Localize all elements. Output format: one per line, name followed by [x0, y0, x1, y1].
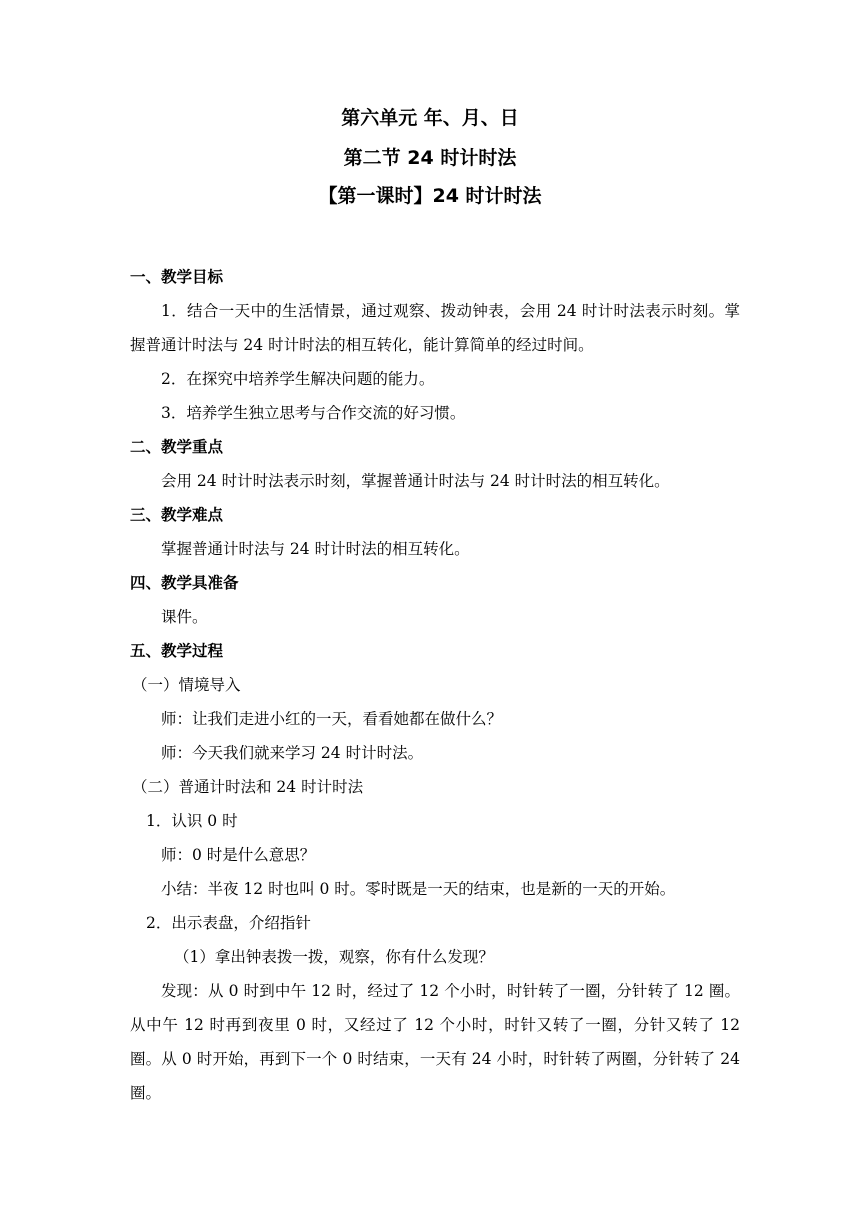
step1-line-1: 师：0 时是什么意思？	[161, 846, 316, 864]
step2-finding: 发现：从 0 时到中午 12 时，经过了 12 个小时，时针转了一圈，分针转了 12 圈。从中午 12 时再到夜里 0 时，又经过了 12 个小时，时针又转了一圈，分针又转了 12 圈。从 0 时开始，再到下一个 0 时结束，一天有 24 小时，时针转了两圈，分针转了 24 圈。	[130, 982, 740, 1102]
step2-title: 2．出示表盘，介绍指针	[146, 914, 311, 932]
step1-title: 1．认识 0 时	[146, 812, 238, 830]
step1-summary: 小结：半夜 12 时也叫 0 时。零时既是一天的结束，也是新的一天的开始。	[161, 880, 676, 898]
difficulties-heading: 三、教学难点	[130, 506, 224, 524]
part1-line-1: 师：让我们走进小红的一天，看看她都在做什么？	[161, 710, 503, 728]
difficulties-text: 掌握普通计时法与 24 时计时法的相互转化。	[161, 540, 470, 558]
materials-text: 课件。	[161, 608, 208, 626]
part2-title: （二）普通计时法和 24 时计时法	[132, 778, 364, 796]
key-points-heading: 二、教学重点	[130, 438, 224, 456]
step2-question-1: （1）拿出钟表拨一拨，观察，你有什么发现？	[174, 948, 494, 966]
goal-item-3: 3．培养学生独立思考与合作交流的好习惯。	[161, 404, 466, 422]
part1-line-2: 师：今天我们就来学习 24 时计时法。	[161, 744, 424, 762]
materials-heading: 四、教学具准备	[130, 574, 239, 592]
document-body	[130, 260, 740, 1110]
lesson-title: 【第一课时】24 时计时法	[318, 185, 542, 207]
goal-item-2: 2．在探究中培养学生解决问题的能力。	[161, 370, 435, 388]
section-title: 第二节 24 时计时法	[343, 147, 517, 169]
goal-item-1: 1．结合一天中的生活情景，通过观察、拨动钟表，会用 24 时计时法表示时刻。掌握普通计时法与 24 时计时法的相互转化，能计算简单的经过时间。	[130, 302, 740, 354]
process-heading: 五、教学过程	[130, 642, 224, 660]
unit-title: 第六单元 年、月、日	[341, 107, 519, 129]
key-points-text: 会用 24 时计时法表示时刻，掌握普通计时法与 24 时计时法的相互转化。	[161, 472, 670, 490]
goals-heading: 一、教学目标	[130, 268, 224, 286]
part1-title: （一）情境导入	[132, 676, 241, 694]
